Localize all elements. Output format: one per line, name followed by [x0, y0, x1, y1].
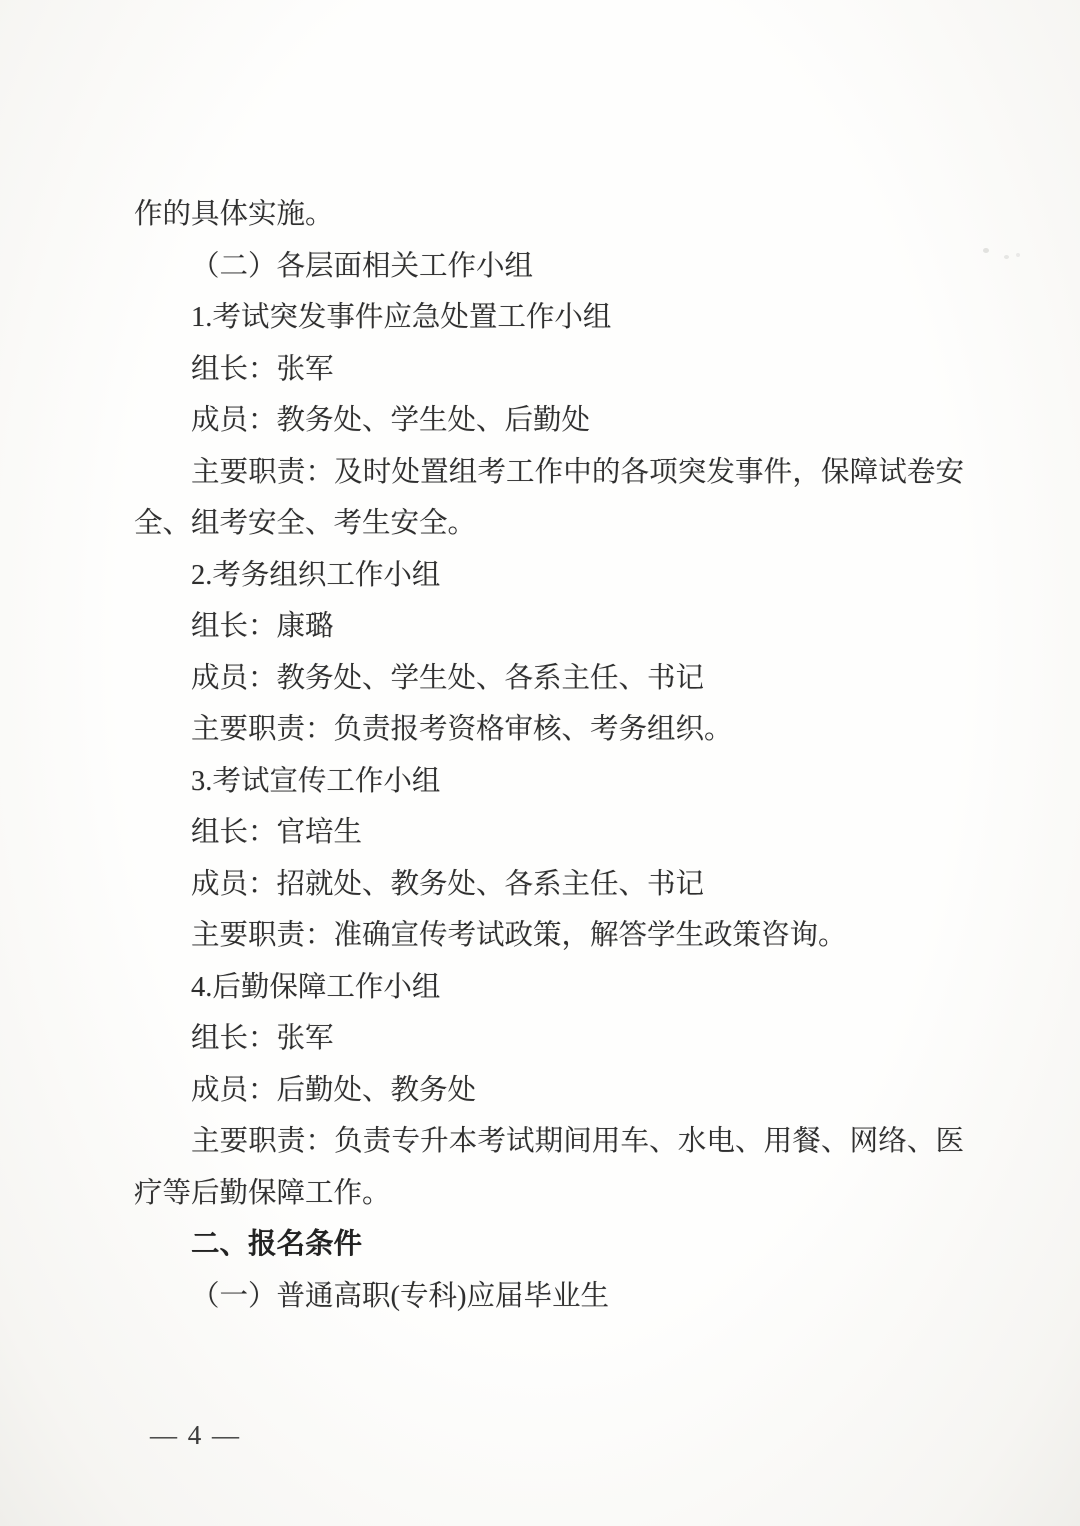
paragraph-line: 成员：教务处、学生处、后勤处	[191, 405, 591, 436]
paragraph-line: 主要职责：负责报考资格审核、考务组织。	[191, 714, 733, 745]
paragraph-line: 组长：张军	[191, 1023, 334, 1054]
paragraph-line: 1.考试突发事件应急处置工作小组	[191, 302, 612, 333]
paragraph-line: （一）普通高职(专科)应届毕业生	[191, 1280, 609, 1312]
paragraph-line: 组长：张军	[191, 353, 334, 385]
paragraph-line: 作的具体实施。	[134, 199, 334, 230]
paragraph-line: 2.考务组织工作小组	[191, 559, 441, 591]
scan-noise-dot	[1004, 255, 1009, 259]
paragraph-line: 成员：招就处、教务处、各系主任、书记	[191, 868, 705, 900]
paragraph-line: 组长：官培生	[191, 817, 363, 848]
paragraph-line: 主要职责：及时处置组考工作中的各项突发事件，保障试卷安全、组考安全、考生安全。	[134, 456, 964, 539]
paragraph-line: 主要职责：准确宣传考试政策，解答学生政策咨询。	[191, 920, 847, 951]
section-heading: 二、报名条件	[191, 1228, 363, 1260]
paragraph-line: 成员：后勤处、教务处	[191, 1074, 477, 1106]
page-number: — 4 —	[150, 1420, 241, 1450]
paragraph-line: 成员：教务处、学生处、各系主任、书记	[191, 662, 705, 694]
document-body	[134, 189, 964, 1322]
scan-noise-dot	[983, 248, 989, 253]
paragraph-line: 组长：康璐	[191, 611, 334, 642]
scan-noise-dot	[1016, 253, 1020, 257]
paragraph-line: 3.考试宣传工作小组	[191, 765, 441, 797]
paragraph-line: （二）各层面相关工作小组	[191, 250, 534, 282]
paragraph-line: 4.后勤保障工作小组	[191, 971, 441, 1003]
paragraph-line: 主要职责：负责专升本考试期间用车、水电、用餐、网络、医疗等后勤保障工作。	[134, 1126, 964, 1209]
